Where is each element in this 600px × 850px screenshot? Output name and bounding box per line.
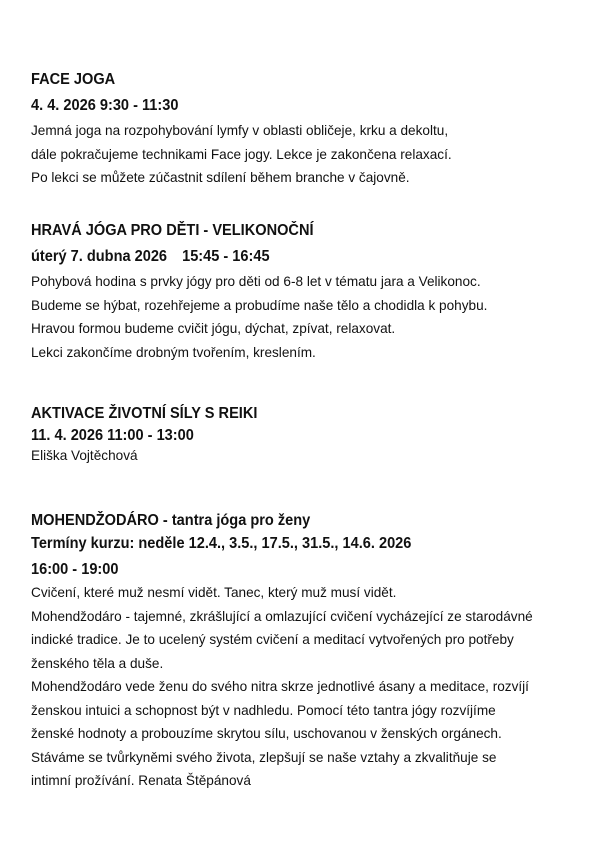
description-line: Mohendžodáro - tajemné, zkrášlující a omlazující cvičení vycházející ze starodávné [31,608,533,624]
description-line: ženské hodnoty a probouzíme skrytou sílu, uschovanou v ženských orgánech. [31,726,502,741]
event-datetime: 4. 4. 2026 9:30 - 11:30 [31,97,179,114]
page [31,0,576,850]
description-line: ženskou intuici a schopnost být v nadhledu. Pomocí této tantra jógy rozvíjíme [31,702,496,718]
event-time: 16:00 - 19:00 [31,561,119,578]
description-line: intimní prožívání. Renata Štěpánová [31,773,251,788]
event-title: AKTIVACE ŽIVOTNÍ SÍLY S REIKI [31,405,258,422]
event-title: HRAVÁ JÓGA PRO DĚTI - VELIKONOČNÍ [31,222,314,239]
description-line: Cvičení, které muž nesmí vidět. Tanec, který muž musí vidět. [31,585,397,600]
event-time: 15:45 - 16:45 [182,248,270,265]
event-date: úterý 7. dubna 2026 [31,248,168,265]
description-line: Lekci zakončíme drobným tvořením, kreslením. [31,344,316,360]
description-line: Po lekci se můžete zúčastnit sdílení během branche v čajovně. [31,170,410,185]
event-description [31,270,576,364]
description-line: Budeme se hýbat, rozehřejeme a probudíme naše tělo a chodidla k pohybu. [31,297,488,313]
description-line: Pohybová hodina s prvky jógy pro děti od 6-8 let v tématu jara a Velikonoc. [31,274,481,289]
event-face-joga [31,70,576,190]
event-title: FACE JOGA [31,71,116,88]
event-datetime: 11. 4. 2026 11:00 - 13:00 [31,427,194,444]
event-mohendzodaro [31,511,576,793]
event-date-time [31,247,543,267]
description-line: Hravou formou budeme cvičit jógu, dýchat, zpívat, relaxovat. [31,321,396,336]
event-reiki [31,404,576,466]
description-line: Mohendžodáro vede ženu do svého nitra skrze jednotlivé ásany a meditace, rozvíjí [31,679,529,694]
description-line: indické tradice. Je to ucelený systém cvičení a meditací vytvořených pro potřeby [31,632,514,647]
event-lecturer: Eliška Vojtěchová [31,448,138,463]
description-line: ženského těla a duše. [31,655,164,671]
event-title: MOHENDŽODÁRO - tantra jóga pro ženy [31,512,311,529]
event-terms: Termíny kurzu: neděle 12.4., 3.5., 17.5., 31.5., 14.6. 2026 [31,535,412,552]
event-hrava-joga [31,221,576,364]
description-line: dále pokračujeme technikami Face jogy. Lekce je zakončena relaxací. [31,146,452,162]
description-line: Jemná joga na rozpohybování lymfy v oblasti obličeje, krku a dekoltu, [31,123,449,138]
event-description [31,119,576,190]
event-description [31,581,576,793]
description-line: Stáváme se tvůrkyněmi svého života, zlepšují se naše vztahy a zkvalitňuje se [31,749,497,765]
